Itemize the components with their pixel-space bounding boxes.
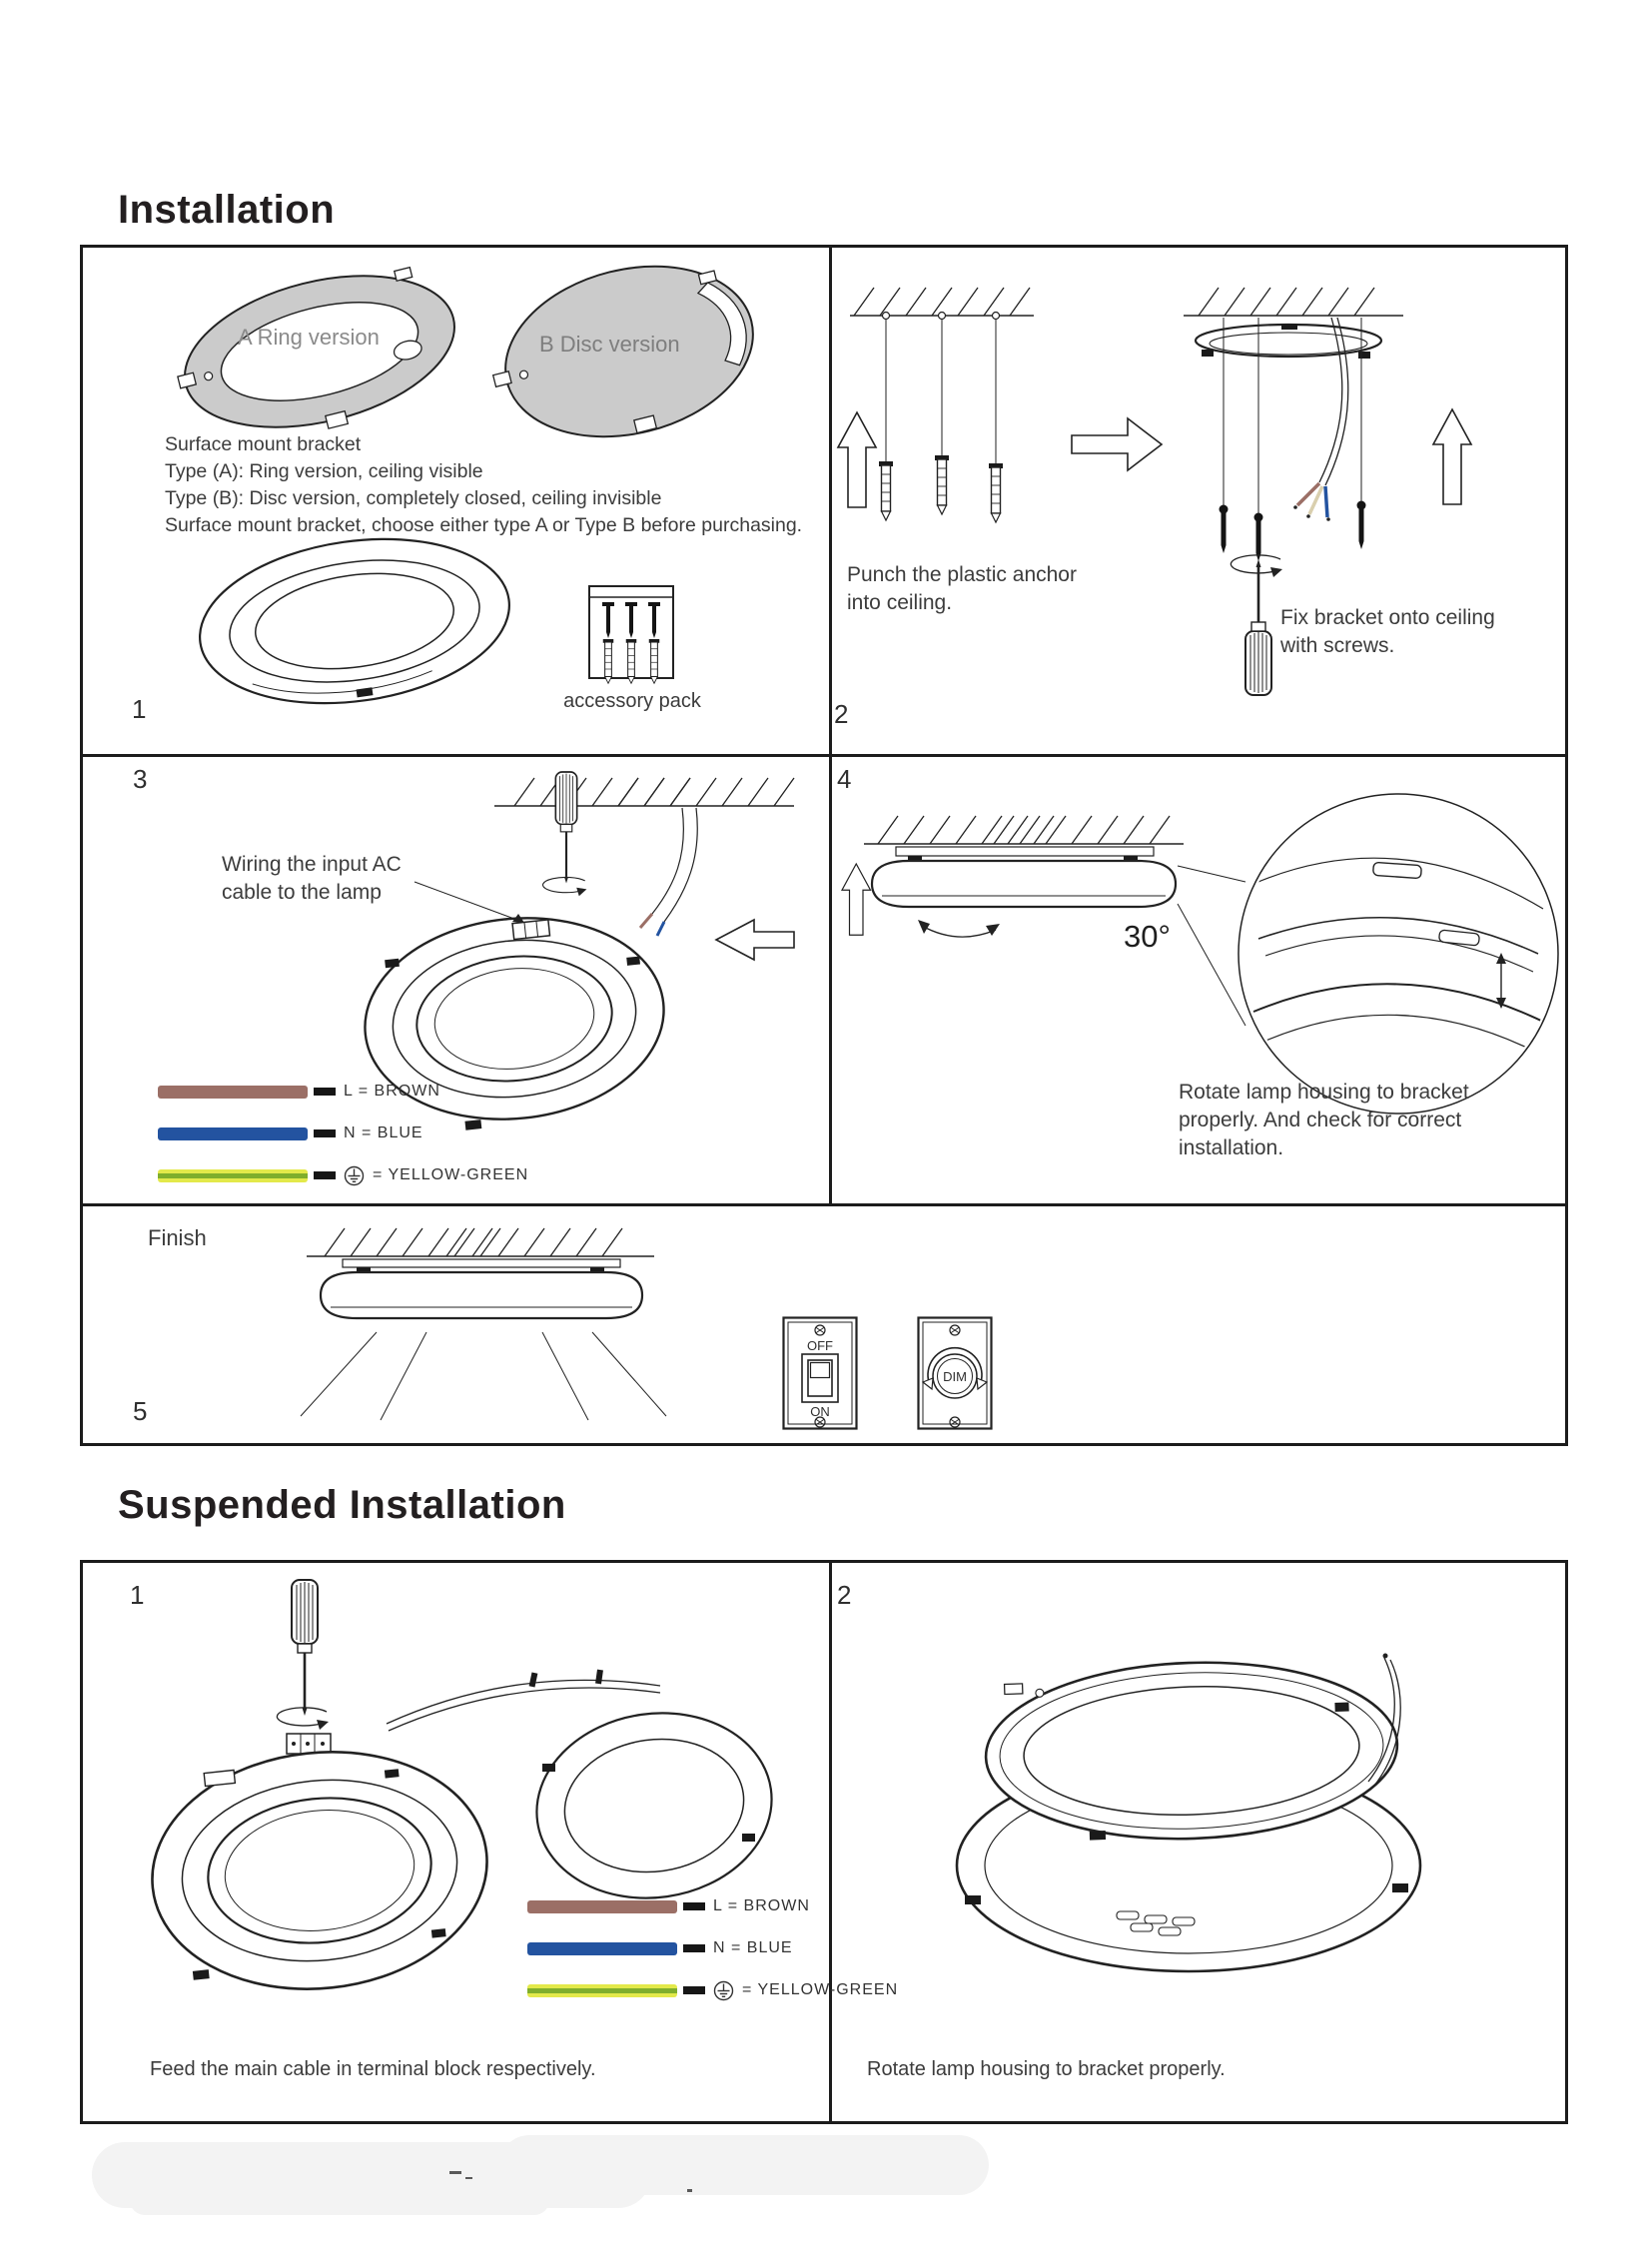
punch-caption [847,561,1077,617]
ac-wires-drawing [1293,318,1348,521]
panel4-number: 4 [837,764,852,794]
legend-label: N = BLUE [713,1939,793,1956]
legend-label: = YELLOW-GREEN [742,1981,899,1998]
yellow-green-wire-swatch [158,1169,308,1182]
light-rays [301,1332,666,1420]
off-label: OFF [807,1338,833,1353]
ring-bracket-drawing [163,251,471,461]
dimmer-switch-drawing [917,1316,993,1430]
redacted-text-blob [499,2135,989,2195]
up-arrow-icon [838,412,876,507]
wire-legend [158,1071,528,1196]
residual-mark [449,2171,461,2174]
legend-label: = YELLOW-GREEN [373,1166,529,1183]
right-arrow-icon [1072,418,1162,470]
caption-line: Wiring the input AC [222,853,402,876]
legend-row-blue [158,1113,528,1154]
note-line: Type (B): Disc version, completely closed, ceiling invisible [165,487,662,509]
brown-wire-swatch [527,1900,677,1913]
caption-line: with screws. [1280,634,1395,657]
loose-ring-drawing [524,1698,783,1912]
onoff-switch-drawing [782,1316,858,1430]
angle-label: 30° [1124,919,1171,954]
disc-version-label: B Disc version [539,332,680,357]
table2-vertical-divider [829,1560,832,2124]
finished-lamp-drawing [95,1208,714,1443]
detail-circle-drawing [1239,794,1558,1114]
wire-tip [314,1088,336,1096]
table1-vertical-divider [829,245,832,1203]
panel3-number: 3 [133,764,148,794]
yellow-green-wire-swatch [527,1984,677,1997]
wire-tip [314,1171,336,1179]
table1-row-divider-1 [80,754,1568,757]
accessory-pack-label: accessory pack [563,690,701,712]
screwdriver-icon [1245,559,1271,695]
panel2-number: 2 [834,699,849,729]
rotate-to-bracket-drawing [837,1566,1561,2025]
legend-row-yellow-green [158,1154,528,1196]
feed-cable-caption: Feed the main cable in terminal block respectively. [150,2058,596,2080]
on-label: ON [810,1404,830,1419]
suspended-heading: Suspended Installation [118,1483,566,1527]
note-line: Surface mount bracket [165,433,362,455]
wire-tip [314,1129,336,1137]
finish-label: Finish [148,1225,207,1250]
blue-wire-swatch [158,1127,308,1140]
left-arrow-icon [716,920,794,960]
legend-label: L = BROWN [713,1897,810,1914]
wire-tip [683,1902,705,1910]
legend-label: L = BROWN [344,1083,440,1100]
lamp-ring-drawing [175,529,534,714]
hanging-anchors [879,313,1003,523]
residual-mark [687,2189,692,2192]
caption-line: cable to the lamp [222,881,382,904]
fix-caption [1280,604,1495,660]
legend-label: N = BLUE [344,1124,423,1141]
rotate-caption [1179,1079,1469,1162]
up-arrow-icon [1433,409,1471,504]
panel1-number: 1 [132,694,147,724]
wire-tip [683,1944,705,1952]
suspended-panel1-number: 1 [130,1580,145,1610]
caption-line: installation. [1179,1136,1284,1159]
anchors-drawing [603,639,660,683]
brown-wire-swatch [158,1086,308,1099]
installation-heading: Installation [118,188,336,232]
blue-wire-swatch [527,1942,677,1955]
ac-wires-drawing [640,808,697,936]
caption-line: Fix bracket onto ceiling [1280,606,1495,629]
rotate-bracket-caption: Rotate lamp housing to bracket properly. [867,2058,1226,2080]
earth-ground-icon [344,1165,365,1186]
mounted-lamp-side-drawing [872,847,1176,907]
note-line: Type (A): Ring version, ceiling visible [165,460,483,482]
wiring-caption [222,851,402,907]
rotation-arrow-icon [277,1708,329,1730]
bracket-versions-drawing [150,252,789,451]
legend-row-brown [158,1071,528,1113]
caption-line: properly. And check for correct [1179,1109,1462,1131]
rotation-arc-icon [918,920,1000,937]
earth-ground-icon [713,1980,734,2001]
ring-version-label: A Ring version [238,325,380,350]
screwdriver-icon [555,772,576,884]
panel5-number: 5 [133,1396,148,1426]
rotation-arrow-icon [543,877,587,896]
up-arrow-icon [842,864,871,935]
wire-tip [683,1986,705,1994]
lamp-housing-drawing [141,1736,499,2005]
caption-line: Rotate lamp housing to bracket [1179,1081,1469,1104]
dim-label: DIM [943,1369,967,1384]
suspended-panel2-number: 2 [837,1580,852,1610]
caption-line: Punch the plastic anchor [847,563,1077,586]
residual-mark [465,2177,472,2179]
caption-line: into ceiling. [847,591,953,614]
mounted-lamp-side-drawing [321,1259,642,1318]
table1-row-divider-2 [80,1203,1568,1206]
redacted-text-blob [130,2185,549,2215]
screwdriver-icon [292,1580,318,1716]
note-line: Surface mount bracket, choose either type A or Type B before purchasing. [165,514,803,536]
accessory-pack-drawing [587,582,675,682]
bracket-notes [165,431,802,539]
terminal-block-drawing [287,1734,331,1754]
toggle-switch [802,1354,838,1402]
